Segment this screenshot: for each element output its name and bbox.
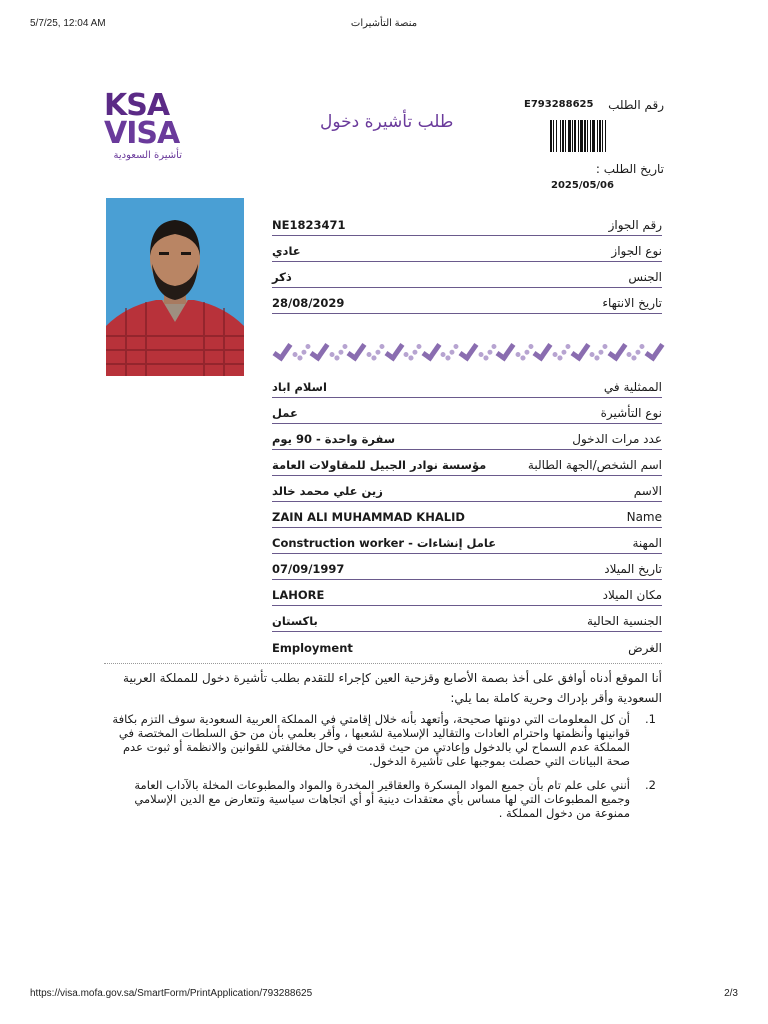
entries-label: عدد مرات الدخول [572,432,662,446]
passport-number-row [272,210,662,236]
passport-number-label: رقم الجواز [608,218,662,232]
declaration-intro: أنا الموقع أدناه أوافق على أخذ بصمة الأصابع وقزحية العين كإجراء للتقدم بطلب تأشيرة دخول للمملكة العربية السعودية وأقر بإدراك وحرية كاملة بما يلي: [123,671,662,705]
entries-value: سفرة واحدة - 90 يوم [272,432,396,446]
check-mark-icon [497,340,513,360]
nationality-row [272,606,662,632]
logo-ksa: KSA [104,88,170,123]
request-number [524,98,664,112]
check-mark-icon [572,340,588,360]
declaration-item-number: 1. [645,712,656,726]
expiry-date-label: تاريخ الانتهاء [602,296,662,310]
nationality-value: باكستان [272,614,318,628]
check-mark-icon [293,340,309,360]
barcode-gap [606,120,609,152]
check-mark-icon [423,340,439,360]
purpose-label: الغرض [628,641,662,655]
document-title: طلب تأشيرة دخول [320,112,454,132]
gender-label: الجنس [628,270,662,284]
nationality-label: الجنسية الحالية [586,614,662,628]
mission-row [272,372,662,398]
check-mark-icon [479,340,495,360]
birth-date-row [272,554,662,580]
name-arabic-label: الاسم [633,484,662,498]
declaration-item-text: أن كل المعلومات التي دونتها صحيحة، وأتعهد بأنه خلال إقامتي في المملكة العربية السعودية سوف التزم بكافة قوانينها وأنظمتها واحترام العادات والتقاليد الإسلامية لشعبها ، وأقر بعلمي بأن من حق السلطات المختصة في المملكة عدم السماح لي بالدخول وإعادتي من حيث قدمت في حال مخالفتي للقوانين والانظمة أو ثبوت عدم صحة البيانات التي حصلت بموجبها على تأشيرة الدخول. [112,712,630,768]
check-mark-icon [553,340,569,360]
print-page-title: منصة التأشيرات [350,18,418,29]
visa-details [272,372,662,658]
birth-date-label: تاريخ الميلاد [604,562,662,576]
decorative-check-pattern [274,336,662,364]
purpose-row [272,632,662,658]
check-mark-icon [609,340,625,360]
gender-row [272,262,662,288]
check-mark-icon [386,340,402,360]
check-mark-icon [460,340,476,360]
logo-visa: VISA [104,116,180,151]
gender-value: ذكر [272,270,292,284]
check-mark-icon [348,340,364,360]
check-mark-icon [590,340,606,360]
entries-row [272,424,662,450]
check-mark-icon [627,340,643,360]
birth-place-value: LAHORE [272,588,325,602]
request-date-label: تاريخ الطلب : [595,162,664,176]
occupation-row [272,528,662,554]
purpose-value: Employment [272,641,353,655]
declaration-item-number: 2. [645,778,656,792]
check-mark-icon [274,340,290,360]
check-mark-icon [404,340,420,360]
check-mark-icon [311,340,327,360]
birth-date-value: 07/09/1997 [272,562,345,576]
page-counter: 2/3 [724,988,738,999]
sponsor-value: مؤسسة نوادر الجبيل للمقاولات العامة [272,458,487,472]
name-arabic-value: زين علي محمد خالد [272,484,383,498]
occupation-label: المهنة [632,536,662,550]
print-url: https://visa.mofa.gov.sa/SmartForm/PrintApplication/793288625 [30,988,313,999]
name-english-row [272,502,662,528]
passport-type-row [272,236,662,262]
passport-details [272,210,662,314]
visa-type-label: نوع التأشيرة [600,406,662,420]
check-mark-icon [516,340,532,360]
passport-type-value: عادي [272,244,301,258]
print-datetime: 5/7/25, 12:04 AM [30,18,106,29]
passport-type-label: نوع الجواز [611,244,662,258]
mission-value: اسلام اباد [272,380,327,394]
declaration-item [104,778,656,820]
name-english-label: Name [626,510,662,524]
section-divider [104,663,662,664]
birth-place-row [272,580,662,606]
expiry-date-row [272,288,662,314]
declaration-item-text: أنني على علم تام بأن جميع المواد المسكرة والعقاقير المخدرة والمواد والمطبوعات المخلة بالآداب العامة وجميع المطبوعات التي لها مساس بأي معتقدات دينية أو أي اتجاهات سياسية وتتعارض مع الدين الإسلامي ممنوعة من دخول المملكة . [134,778,630,820]
logo-arabic: تأشيرة السعودية [113,150,182,161]
check-mark-icon [367,340,383,360]
visa-type-value: عمل [272,406,298,420]
request-number-label: رقم الطلب [608,98,664,112]
portrait-image [106,198,244,376]
declaration-list [104,712,656,830]
request-number-value: E793288625 [524,99,594,110]
name-arabic-row [272,476,662,502]
sponsor-label: اسم الشخص/الجهة الطالبة [527,458,662,472]
mission-label: الممثلية في [603,380,662,394]
expiry-date-value: 28/08/2029 [272,296,345,310]
name-english-value: ZAIN ALI MUHAMMAD KHALID [272,510,465,524]
check-mark-icon [646,340,662,360]
birth-place-label: مكان الميلاد [602,588,662,602]
print-header [30,18,738,34]
applicant-photo [106,198,244,376]
occupation-value: Construction worker - عامل إنشاءات [272,536,497,550]
check-mark-icon [534,340,550,360]
sponsor-row [272,450,662,476]
ksa-visa-logo [104,88,188,166]
visa-type-row [272,398,662,424]
declaration-item [104,712,656,768]
print-footer [30,988,738,1002]
check-mark-icon [441,340,457,360]
barcode [550,120,664,152]
passport-number-value: NE1823471 [272,218,346,232]
request-date-value: 2025/05/06 [551,180,614,191]
check-mark-icon [330,340,346,360]
